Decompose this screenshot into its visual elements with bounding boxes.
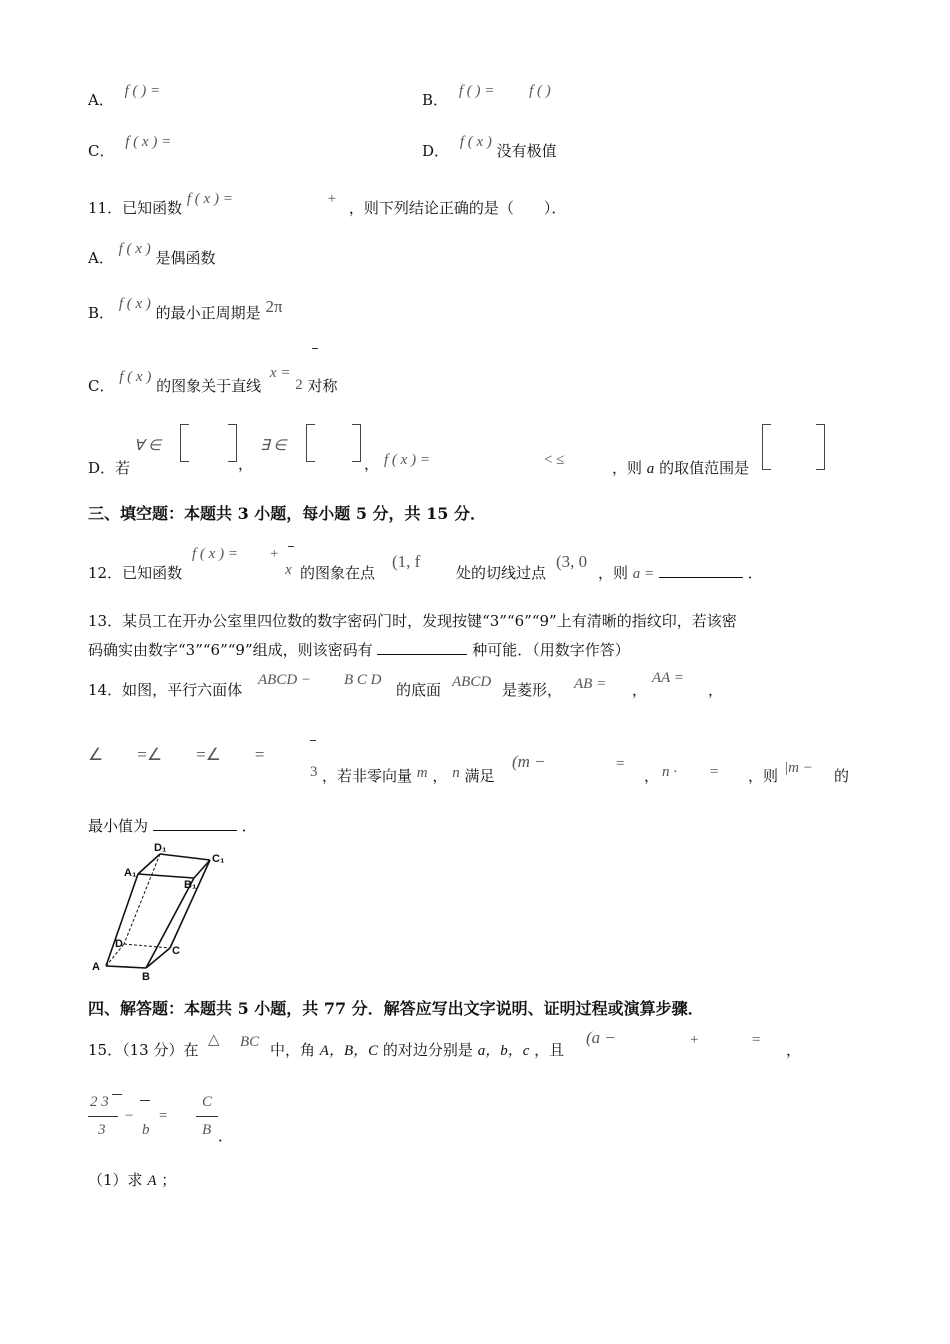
q14-angles: ∠ =∠ =∠ = — [88, 745, 265, 764]
edge-b-b1 — [146, 878, 194, 968]
section-3-title: 三、填空题：本题共 3 小题，每小题 5 分，共 15 分． — [88, 504, 486, 523]
q14-aa: AA = — [652, 670, 684, 686]
q10-d-math: f ( x ) — [459, 134, 492, 150]
q15-frac1-bar — [88, 1116, 118, 1117]
q11-d-suffix: ，则 a 的取值范围是 — [612, 459, 750, 477]
q15-part1: （1）求 A ； — [88, 1171, 177, 1189]
edge-a-b — [106, 966, 146, 968]
q14-eq1: = — [616, 756, 625, 772]
q10-a-math: f ( ) = — [124, 83, 161, 99]
q11-d-bracket-right-2 — [352, 424, 361, 462]
q15-expr: (a − — [586, 1028, 616, 1047]
label-b1: B₁ — [184, 879, 197, 891]
q14-solid: ABCD − — [258, 672, 312, 688]
q15-end: ， — [786, 1041, 802, 1059]
q15-frac1-num: 2 3 — [90, 1094, 109, 1110]
q14-frac-den: 3 — [310, 764, 318, 780]
q12-plus: + — [270, 546, 279, 562]
label-a: A — [92, 961, 100, 973]
edge-b1-c1 — [194, 860, 210, 878]
q14-abs: |m − — [784, 760, 813, 776]
q14-then: ，则 — [748, 767, 779, 785]
q14-comma2: ， — [708, 681, 724, 699]
q11-stem: 11．已知函数 f ( x ) = + ，则下列结论正确的是（ ）． — [88, 191, 567, 217]
label-c: C — [172, 945, 180, 957]
edge-b-c — [146, 948, 170, 968]
q14-n-dot: n · — [662, 764, 677, 780]
parallelepiped-figure — [86, 840, 246, 982]
q15-dot: ． — [218, 1127, 234, 1145]
q12-answer-blank — [659, 563, 743, 578]
q11-d-range-bracket-right — [816, 424, 825, 470]
q12-prefix: 12．已知函数 — [88, 564, 183, 582]
q11-d-comma-1: ， — [238, 455, 254, 473]
q14-tail: 的 — [834, 767, 850, 785]
section-4-title: 四、解答题：本题共 5 小题，共 77 分．解答应写出文字说明、证明过程或演算步骤． — [88, 999, 704, 1018]
q15-tri: △ — [208, 1032, 220, 1048]
q12-x: x — [285, 562, 292, 578]
q14-vec-expr: (m − — [512, 752, 546, 771]
q10-c-math: f ( x ) = — [125, 134, 172, 150]
q15-frac2-den: b — [142, 1122, 150, 1138]
q12-frac-bar — [288, 546, 294, 547]
q11-option-d: D．若 — [88, 459, 131, 477]
q14-solid2: B C D — [344, 672, 382, 688]
edge-d1-c1 — [160, 854, 210, 860]
q11-option-c: C． f ( x ) 的图象关于直线 x = 2 对称 — [88, 365, 338, 395]
q15-frac1-den: 3 — [98, 1122, 106, 1138]
q11-d-exists: ∃ ∈ — [260, 438, 287, 454]
edge-a1-b1 — [138, 874, 194, 878]
edge-a1-d1 — [138, 854, 160, 874]
q14-sep2: ， — [644, 767, 660, 785]
q15-eq2: = — [158, 1108, 169, 1124]
q14-comma: ， — [632, 681, 648, 699]
q15-frac3-den: B — [202, 1122, 212, 1138]
q14-base: ABCD — [452, 674, 492, 690]
edge-d-c-hidden — [124, 944, 170, 948]
q15-minus: − — [124, 1108, 135, 1124]
q13-line2: 码确实由数字“3”“6”“9”组成，则该密码有 种可能．（用数字作答） — [88, 641, 630, 659]
q12-point2: (3, 0 — [556, 552, 588, 571]
q12-mid: 的图象在点 — [300, 564, 376, 582]
q13-answer-blank — [377, 640, 467, 655]
q11-d-range-bracket-left — [762, 424, 771, 470]
q15-frac3-bar — [196, 1116, 218, 1117]
q11-d-bracket-left-1 — [180, 424, 189, 462]
q11-d-comma-2: ， — [364, 455, 380, 473]
label-b: B — [142, 971, 150, 982]
label-c1: C₁ — [212, 853, 225, 865]
q11-d-bracket-right-1 — [228, 424, 237, 462]
q15-stem: 中，角 A，B，C 的对边分别是 a，b，c ，且 — [270, 1041, 565, 1059]
label-d1: D₁ — [154, 842, 167, 854]
q11-d-fx: f ( x ) = — [384, 452, 430, 468]
q12-mid2: 处的切线过点 — [456, 564, 547, 582]
q11-d-ineq: < ≤ — [544, 452, 565, 468]
q12-fx: f ( x ) = — [192, 546, 238, 562]
q14-mid2: 是菱形， — [502, 681, 563, 699]
edge-c-c1 — [170, 860, 210, 948]
q14-cond: ，若非零向量 m ， n 满足 — [322, 765, 495, 785]
label-d: D — [115, 938, 123, 950]
q15-frac3-num: C — [202, 1094, 213, 1110]
q14-ab: AB = — [574, 676, 607, 692]
q10-b-math2: f ( ) — [529, 83, 551, 99]
q11-c-frac-bar — [312, 348, 318, 349]
q15-prefix: 15．（13 分）在 — [88, 1041, 199, 1059]
q14-frac-bar — [310, 740, 316, 741]
q10-option-c: C． f ( x ) = — [88, 134, 172, 160]
q12-point: (1, f — [392, 552, 421, 571]
q11-d-bracket-left-2 — [306, 424, 315, 462]
q12-answer: ，则 a = ． — [598, 564, 763, 582]
q14-line1: 14．如图，平行六面体 — [88, 681, 243, 699]
q10-option-a: A． f ( ) = — [88, 83, 161, 109]
q15-sqrt-bar — [112, 1094, 122, 1095]
q10-option-b: B． f ( ) = f ( ) — [422, 83, 551, 109]
q11-option-b: B． f ( x ) 的最小正周期是 2π — [88, 296, 283, 322]
q10-b-math: f ( ) = — [458, 83, 495, 99]
q14-answer-blank — [153, 816, 237, 831]
q15-tri2: BC — [240, 1034, 260, 1050]
q15-frac2-bar — [140, 1100, 150, 1101]
q11-option-a: A． f ( x ) 是偶函数 — [88, 241, 216, 267]
q14-eq2: = — [710, 764, 719, 780]
q14-mid: 的底面 — [396, 681, 442, 699]
q15-eq: = — [752, 1032, 761, 1048]
q13-line1: 13．某员工在开办公室里四位数的数字密码门时，发现按键“3”“6”“9”上有清晰的指纹印，若该密 — [88, 612, 737, 630]
q10-option-d: D． f ( x ) 没有极值 — [422, 134, 557, 160]
q11-d-forall: ∀ ∈ — [134, 438, 162, 454]
label-a1: A₁ — [124, 867, 137, 879]
q14-line3: 最小值为 ． — [88, 817, 257, 835]
q15-plus: + — [690, 1032, 699, 1048]
